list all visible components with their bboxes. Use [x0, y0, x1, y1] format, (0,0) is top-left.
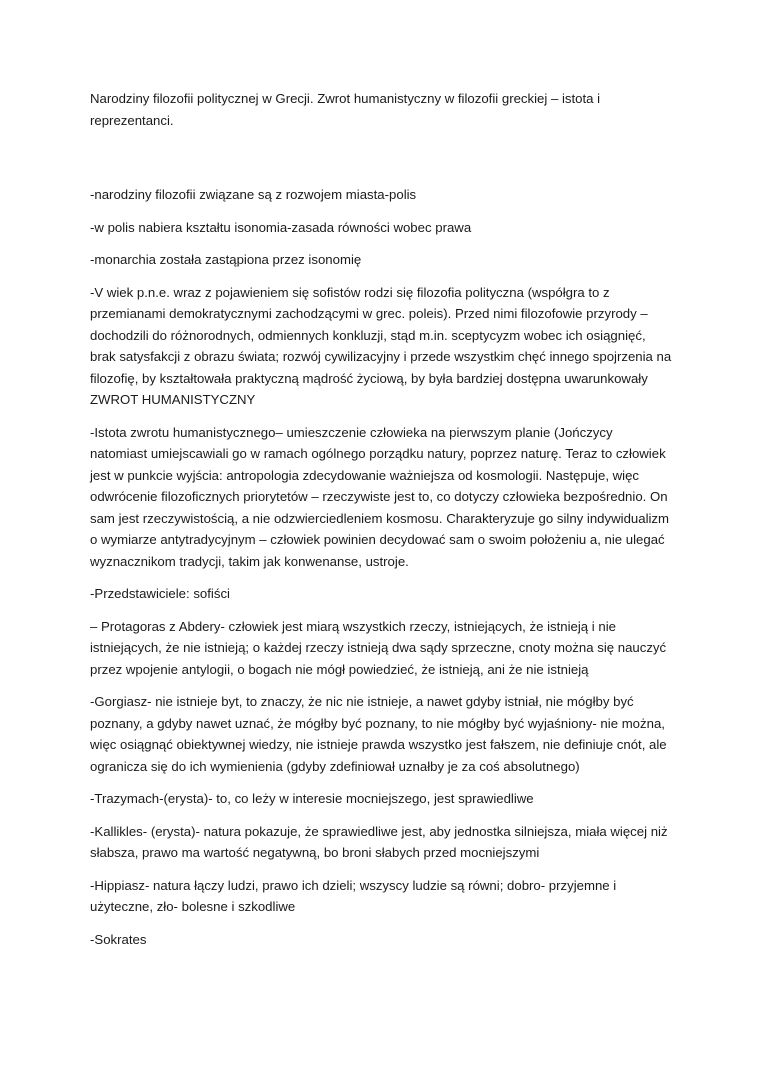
paragraph-istota: -Istota zwrotu humanistycznego– umieszczenie człowieka na pierwszym planie (Jończycy natomiast umiejscawiali go w ramach ogólnego porządku natury, poprzez naturę. Teraz to człowiek jest w punkcie wyjścia: antropologia zdecydowanie ważniejsza od kosmologii. Następuje, więc odwrócenie filozoficznych priorytetów – rzeczywiste jest to, co dotyczy człowieka bezpośrednio. On sam jest rzeczywistością, a nie odzwierciedleniem kosmosu. Charakteryzuje go silny indywidualizm o wymiarze antytradycyjnym – człowiek powinien decydować sam o swoim położeniu a, nie ulegać wyznacznikom tradycji, takim jak konwenanse, ustroje. — [90, 424, 670, 569]
paragraph-gorgiasz: -Gorgiasz- nie istnieje byt, to znaczy, że nic nie istnieje, a nawet gdyby istniał, nie mógłby być poznany, a gdyby nawet uznać, że mógłby być poznany, to nie mógłby być wyjaśniony- nie można, więc osiągnąć obiektywnej wiedzy, nie istnieje prawda wszystko jest fałszem, nie definiuje cnót, ale ogranicza się do ich wymienienia (gdyby zdefiniował uznałby je za coś absolutnego) — [90, 694, 667, 774]
paragraph-trazymach: -Trazymach-(erysta)- to, co leży w interesie mocniejszego, jest sprawiedliwe — [90, 791, 534, 806]
paragraph-protagoras: – Protagoras z Abdery- człowiek jest miarą wszystkich rzeczy, istniejących, że istnieją i nie istniejących, że nie istnieją; o każdej rzeczy istnieją dwa sądy sprzeczne, cnoty można się nauczyć przez wpojenie antylogii, o bogach nie mógł powiedzieć, że istnieją, ani że nie istnieją — [90, 618, 667, 677]
paragraph-kallikles: -Kallikles- (erysta)- natura pokazuje, że sprawiedliwe jest, aby jednostka silniejsza, miała więcej niż słabsza, prawo ma wartość negatywną, bo broni słabych przed mocniejszymi — [90, 823, 668, 860]
paragraph-przedstawiciele: -Przedstawiciele: sofiści — [90, 586, 230, 601]
document-body — [90, 88, 672, 961]
title-spacer — [90, 141, 672, 184]
paragraph-sokrates: -Sokrates — [90, 931, 147, 947]
paragraph-hippiasz: -Hippiasz- natura łączy ludzi, prawo ich dzieli; wszyscy ludzie są równi; dobro- przyjemne i użyteczne, zło- bolesne i szkodliwe — [90, 877, 617, 914]
paragraph-monarchia: -monarchia została zastąpiona przez isonomię — [90, 252, 362, 267]
paragraph-isonomia: -w polis nabiera kształtu isonomia-zasada równości wobec prawa — [90, 219, 472, 235]
paragraph-v-wiek: -V wiek p.n.e. wraz z pojawieniem się sofistów rodzi się filozofia polityczna (współgra to z przemianami demokratycznymi zachodzącymi w grec. poleis). Przed nimi filozofowie przyrody – dochodzili do różnorodnych, odmiennych konkluzji, stąd m.in. sceptycyzm wobec ich osiągnięć, brak satysfakcji z obrazu świata; rozwój cywilizacyjny i przede wszystkim chęć innego spojrzenia na filozofię, by kształtowała praktyczną mądrość życiową, by była bardziej dostępna uwarunkowały ZWROT HUMANISTYCZNY — [90, 284, 672, 407]
paragraph-polis-origin: -narodziny filozofii związane są z rozwojem miasta-polis — [90, 187, 417, 202]
document-title: Narodziny filozofii politycznej w Grecji. Zwrot humanistyczny w filozofii greckiej – istota i reprezentanci. — [90, 91, 601, 128]
